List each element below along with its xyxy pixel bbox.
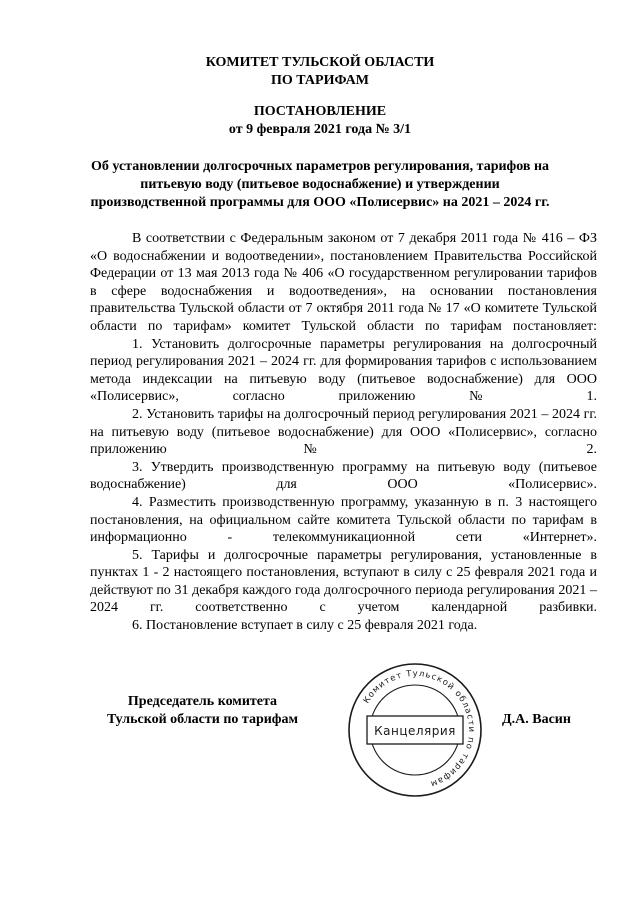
subject-line-2: питьевую воду (питьевое водоснабжение) и утверждении	[140, 177, 500, 192]
svg-text:Канцелярия: Канцелярия	[374, 724, 456, 738]
item-6-paragraph: 6. Постановление вступает в силу с 25 февраля 2021 года.	[132, 618, 478, 634]
preamble-paragraph: В соответствии с Федеральным законом от 7 декабря 2011 года № 416 – ФЗ «О водоснабжении и водоотведении», постановлением Правительства Российской Федерации от 13 мая 2013 года № 406 «О государственном регулировании тарифов в сфере водоснабжения и водоотведения», на основании постановления правительства Тульской области от 7 октября 2011 года № 17 «О комитете Тульской области по тарифам» комитет Тульской области по тарифам постановляет:	[90, 231, 597, 334]
office-stamp-image	[345, 660, 485, 800]
item-1-paragraph: 1. Установить долгосрочные параметры регулирования на долгосрочный период регулирования 2021 – 2024 гг. для формирования тарифов с использованием метода индексации на питьевую воду (питьевое водоснабжение) для ООО «Полисервис», согласно приложению № 1.	[90, 336, 597, 405]
document-type: ПОСТАНОВЛЕНИЕ	[253, 104, 387, 119]
item-3-paragraph: 3. Утвердить производственную программу на питьевую воду (питьевое водоснабжение) для ООО «Полисервис».	[90, 459, 597, 493]
svg-text:Комитет Тульской области по та: Комитет Тульской области по тарифам	[361, 668, 477, 789]
document-date-number: от 9 февраля 2021 года № 3/1	[228, 122, 412, 137]
item-4-paragraph: 4. Разместить производственную программу, указанную в п. 3 настоящего постановления, на официальном сайте комитета Тульской области по тарифам в информационно - телекоммуникационной сети «Интернет».	[90, 494, 597, 546]
document-body	[90, 230, 597, 635]
signatory-position-line-1: Председатель комитета	[127, 694, 278, 709]
signatory-name: Д.А. Васин	[502, 712, 571, 727]
issuing-authority	[0, 54, 640, 90]
authority-line-2: ПО ТАРИФАМ	[271, 73, 369, 88]
signatory-position	[95, 693, 310, 729]
authority-line-1: КОМИТЕТ ТУЛЬСКОЙ ОБЛАСТИ	[205, 55, 435, 70]
document-subject	[0, 158, 640, 212]
item-2-paragraph: 2. Установить тарифы на долгосрочный период регулирования 2021 – 2024 гг. на питьевую воду (питьевое водоснабжение) для ООО «Полисервис», согласно приложению № 2.	[90, 406, 597, 458]
subject-line-1: Об установлении долгосрочных параметров регулирования, тарифов на	[90, 159, 550, 174]
decree-heading	[0, 103, 640, 139]
subject-line-3: производственной программы для ООО «Полисервис» на 2021 – 2024 гг.	[90, 195, 550, 210]
signatory-position-line-2: Тульской области по тарифам	[106, 712, 299, 727]
item-5-paragraph: 5. Тарифы и долгосрочные параметры регулирования, установленные в пунктах 1 - 2 настоящего постановления, вступают в силу с 25 февраля 2021 года и действуют по 31 декабря каждого года долгосрочного периода регулирования 2021 – 2024 гг. соответственно с учетом календарной разбивки.	[90, 547, 597, 616]
